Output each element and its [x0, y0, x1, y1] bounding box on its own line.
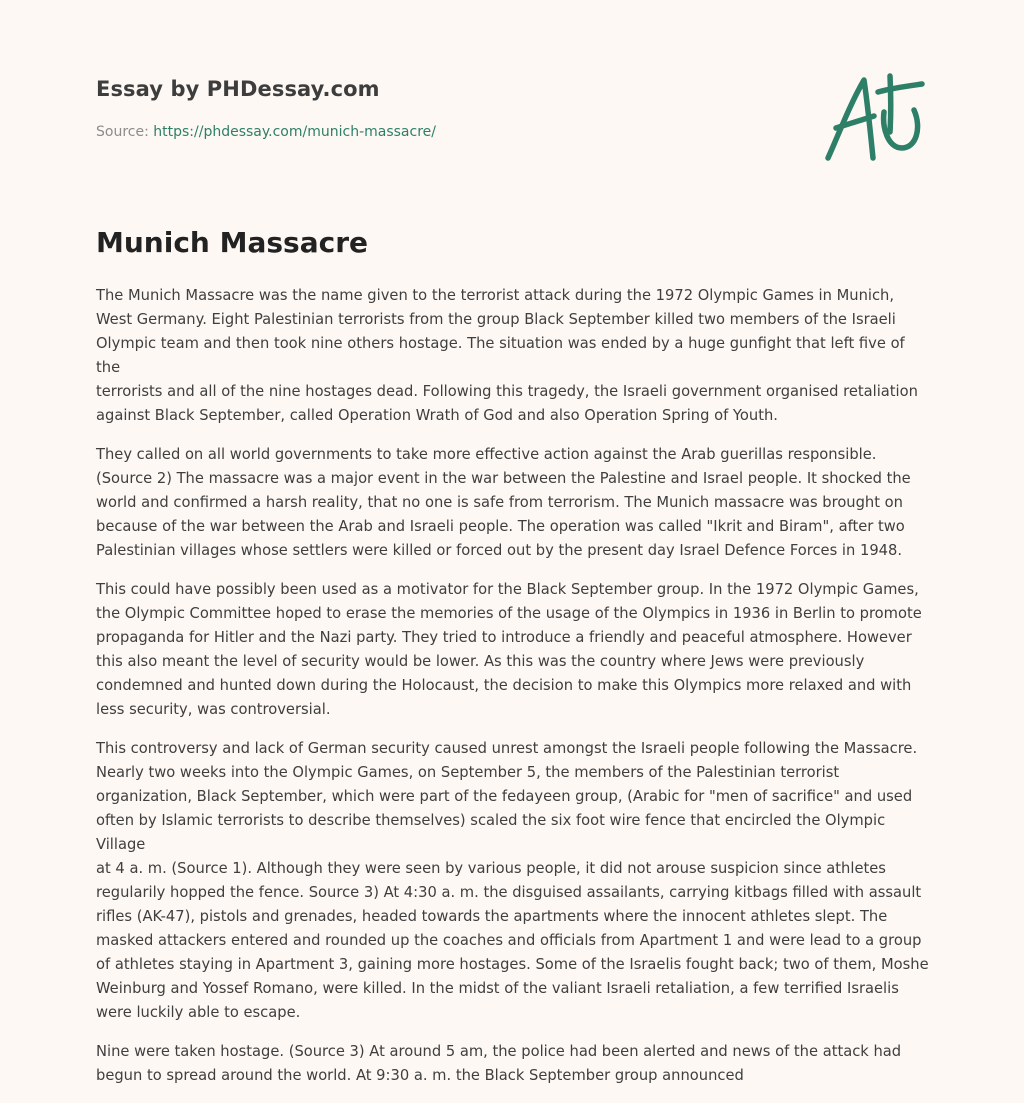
essay-paragraph: They called on all world governments to take more effective action against the Arab guerillas responsible. (Source 2) The massacre was a major event in the war between the Palestine and Israel people. It shocked the world and confirmed a harsh reality, that no one is safe from terrorism. The Munich massacre was brought on because of the war between the Arab and Israeli people. The operation was called "Ikrit and Biram", after two Palestinian villages whose settlers were killed or forced out by the present day Israel Defence Forces in 1948.: [96, 446, 911, 559]
site-title: Essay by PHDessay.com: [96, 77, 380, 101]
source-line: [96, 124, 436, 140]
essay-paragraph: Nine were taken hostage. (Source 3) At around 5 am, the police had been alerted and news of the attack had begun to spread around the world. At 9:30 a. m. the Black September group announced: [96, 1043, 902, 1084]
a-plus-logo-icon: [818, 66, 928, 166]
source-label: Source:: [96, 124, 154, 140]
source-link[interactable]: https://phdessay.com/munich-massacre/: [153, 124, 436, 140]
essay-paragraph: This could have possibly been used as a motivator for the Black September group. In the 1972 Olympic Games, the Olympic Committee hoped to erase the memories of the usage of the Olympics in 1936 in Berlin to promote propaganda for Hitler and the Nazi party. They tried to introduce a friendly and peaceful atmosphere. However this also meant the level of security would be lower. As this was the country where Jews were previously condemned and hunted down during the Holocaust, the decision to make this Olympics more relaxed and with less security, was controversial.: [96, 581, 922, 718]
essay-body: [96, 284, 932, 1103]
essay-paragraph: This controversy and lack of German security caused unrest amongst the Israeli people following the Massacre. Nearly two weeks into the Olympic Games, on September 5, the members of the Palestinian terrorist organization, Black September, which were part of the fedayeen group, (Arabic for "men of sacrifice" and used often by Islamic terrorists to describe themselves) scaled the six foot wire fence that encircled the Olympic Village at 4 a. m. (Source 1). Although they were seen by various people, it did not arouse suspicion since athletes regularily hopped the fence. Source 3) At 4:30 a. m. the disguised assailants, carrying kitbags filled with assault rifles (AK-47), pistols and grenades, headed towards the apartments where the innocent athletes slept. The masked attackers entered and rounded up the coaches and officials from Apartment 1 and were lead to a group of athletes staying in Apartment 3, gaining more hostages. Some of the Israelis fought back; two of them, Moshe Weinburg and Yossef Romano, were killed. In the midst of the valiant Israeli retaliation, a few terrified Israelis were luckily able to escape.: [96, 740, 929, 1021]
essay-paragraph: The Munich Massacre was the name given to the terrorist attack during the 1972 Olympic Games in Munich, West Germany. Eight Palestinian terrorists from the group Black September killed two members of the Israeli Olympic team and then took nine others hostage. The situation was ended by a huge gunfight that left five of the terrorists and all of the nine hostages dead. Following this tragedy, the Israeli government organised retaliation against Black September, called Operation Wrath of God and also Operation Spring of Youth.: [96, 287, 918, 424]
essay-title: Munich Massacre: [96, 226, 368, 259]
